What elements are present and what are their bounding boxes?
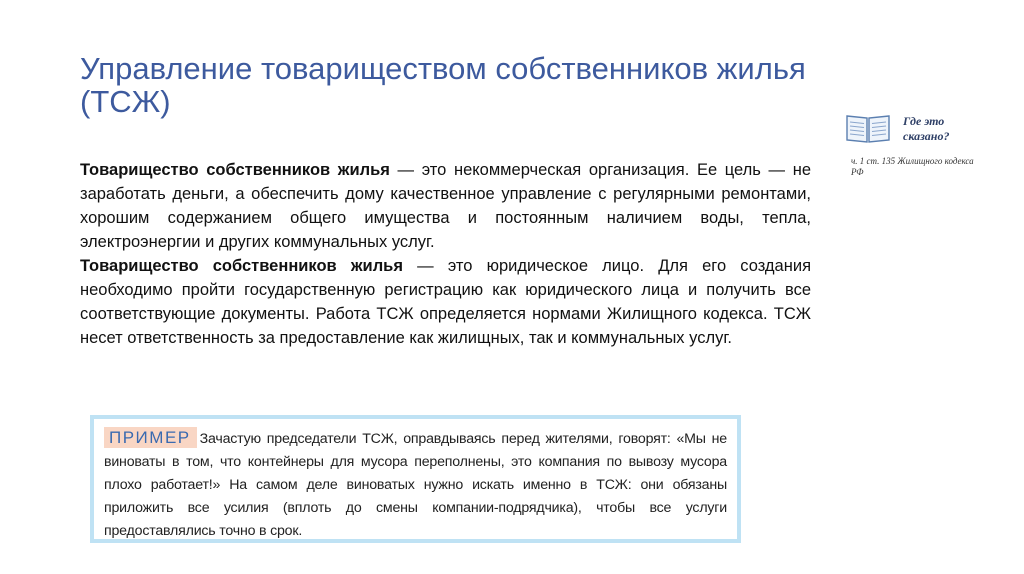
example-content [104,427,727,543]
note-question: Где это сказано? [903,114,950,143]
example-label: ПРИМЕР [104,427,197,448]
slide-title: Управление товариществом собственников жилья (ТСЖ) [80,51,806,119]
body-text [80,158,811,350]
paragraph-1-term: Товарищество собственников жилья [80,161,390,179]
paragraph-2 [80,254,811,350]
paragraph-2-text: — это юридическое лицо. Для его создания необходимо пройти государственную регистрацию как юридического лица и получить все соответствующие документы. Работа ТСЖ определяется нормами Жилищного кодекса. ТСЖ несет ответственность за предоставление как жилищных, так и коммунальных услуг. [80,257,812,347]
example-box [90,415,741,543]
example-text: Зачастую председатели ТСЖ, оправдываясь перед жителями, говорят: «Мы не виноваты в том, что контейнеры для мусора переполнены, это компания по вывозу мусора плохо работает!» На самом деле виноватых нужно искать именно в ТСЖ: они обязаны приложить все усилия (вплоть до смены компании-подрядчика), чтобы все услуги предоставлялись точно в срок. [104,431,727,539]
book-icon [845,112,891,144]
sidebar-note [845,106,995,186]
paragraph-1 [80,158,811,254]
paragraph-2-term: Товарищество собственников жилья [80,257,403,275]
paragraph-1-text: — это некоммерческая организация. Ее цель — не заработать деньги, а обеспечить дому качественное управление с регулярными ремонтами, хорошим содержанием общего имущества и постоянным наличием воды, тепла, электроэнергии и других коммунальных услуг. [80,161,811,251]
note-source: ч. 1 ст. 135 Жилищного кодекса РФ [851,156,974,177]
